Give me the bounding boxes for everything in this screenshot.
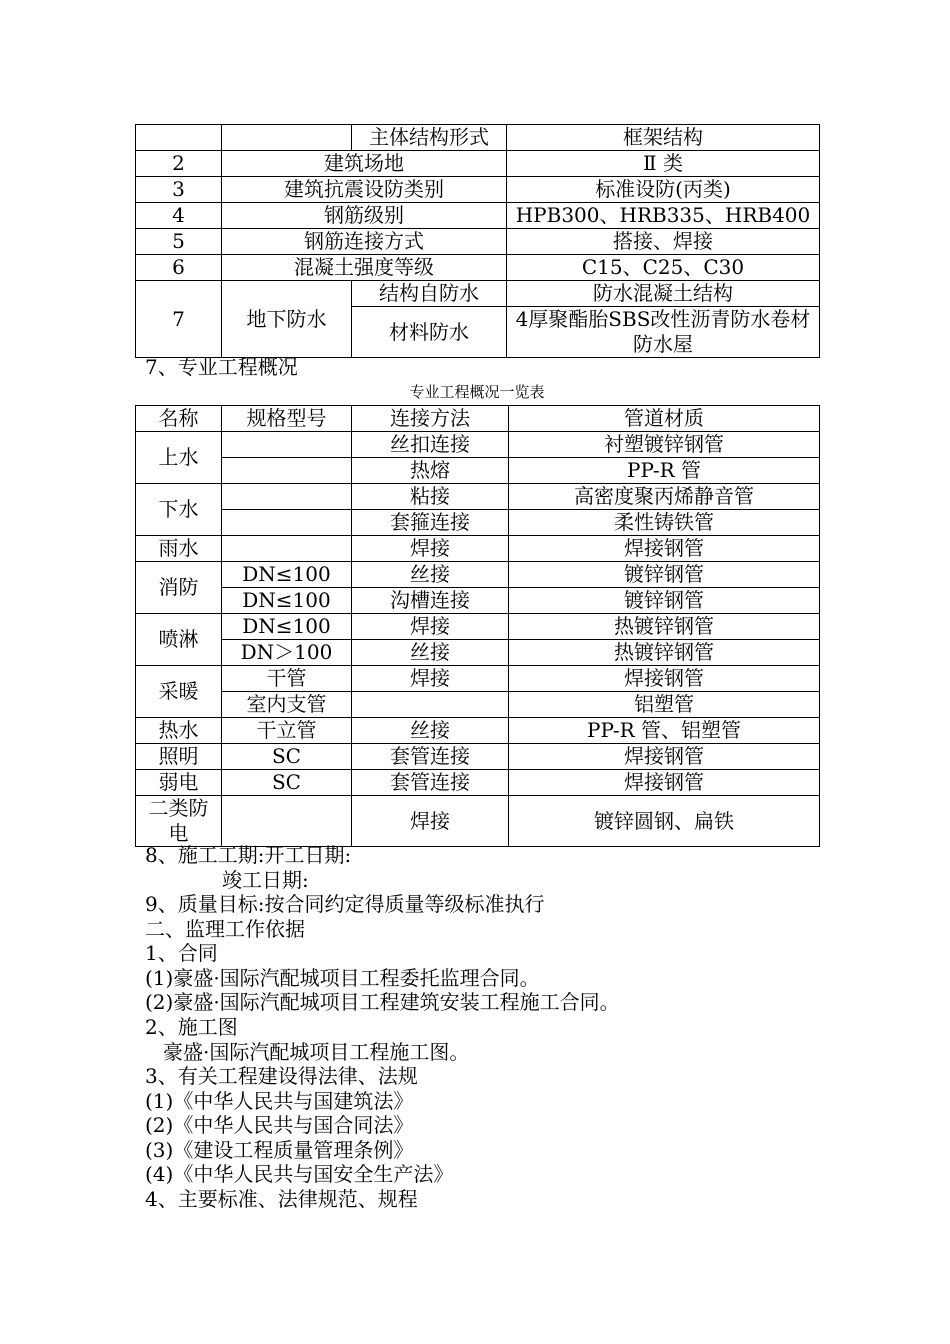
table-cell: 4厚聚酯胎SBS改性沥青防水卷材防水屋 [507, 307, 820, 358]
table-cell: 框架结构 [507, 125, 820, 151]
table-row [136, 484, 820, 510]
table-cell [222, 432, 352, 458]
table-cell: 柔性铸铁管 [509, 510, 820, 536]
body-line: 3、有关工程建设得法律、法规 [145, 1064, 418, 1088]
body-line: 豪盛·国际汽配城项目工程施工图。 [163, 1040, 470, 1064]
table-cell: 搭接、焊接 [507, 229, 820, 255]
body-line: (1)《中华人民共与国建筑法》 [145, 1089, 414, 1113]
table-row [136, 281, 820, 307]
table-cell: 材料防水 [352, 307, 507, 358]
table-cell [222, 484, 352, 510]
table-cell: 雨水 [136, 536, 222, 562]
table-cell: 丝接 [352, 640, 509, 666]
table-cell: PP-R 管 [509, 458, 820, 484]
table-cell: 焊接钢管 [509, 770, 820, 796]
table-cell: 焊接 [352, 666, 509, 692]
table-cell: 丝接 [352, 562, 509, 588]
table-cell [352, 692, 509, 718]
table-cell: 5 [136, 229, 222, 255]
table-row [136, 510, 820, 536]
table-header-row [136, 406, 820, 432]
table-cell: 干管 [222, 666, 352, 692]
body-line: 9、质量目标:按合同约定得质量等级标准执行 [145, 892, 545, 916]
table-cell: 衬塑镀锌钢管 [509, 432, 820, 458]
table-cell: 套管连接 [352, 744, 509, 770]
table-cell: 防水混凝土结构 [507, 281, 820, 307]
table-cell: 焊接钢管 [509, 744, 820, 770]
table-row [136, 588, 820, 614]
table-cell: 钢筋级别 [222, 203, 507, 229]
table-cell [222, 536, 352, 562]
table-cell: 消防 [136, 562, 222, 614]
table-cell: 套管连接 [352, 770, 509, 796]
table-cell: 丝扣连接 [352, 432, 509, 458]
table-cell: 套箍连接 [352, 510, 509, 536]
table-row [136, 229, 820, 255]
table-cell: 粘接 [352, 484, 509, 510]
table-cell: 建筑抗震设防类别 [222, 177, 507, 203]
table-cell: 二类防电 [136, 796, 222, 847]
body-line: (4)《中华人民共与国安全生产法》 [145, 1162, 454, 1186]
table-cell: 钢筋连接方式 [222, 229, 507, 255]
table-cell: DN＞100 [222, 640, 352, 666]
body-line: (2)《中华人民共与国合同法》 [145, 1113, 414, 1137]
table-cell: 镀锌钢管 [509, 562, 820, 588]
table-cell: HPB300、HRB335、HRB400 [507, 203, 820, 229]
table-row [136, 255, 820, 281]
body-line: 4、主要标准、法律规范、规程 [145, 1187, 418, 1211]
table-cell: 3 [136, 177, 222, 203]
table-cell: 干立管 [222, 718, 352, 744]
table-row [136, 536, 820, 562]
table-row [136, 796, 820, 847]
table-cell: 主体结构形式 [352, 125, 507, 151]
table-cell: 7 [136, 281, 222, 358]
table-cell: 焊接钢管 [509, 666, 820, 692]
table-cell: 2 [136, 151, 222, 177]
table-cell: DN≤100 [222, 588, 352, 614]
table-cell: 铝塑管 [509, 692, 820, 718]
table-cell: 室内支管 [222, 692, 352, 718]
body-line: 1、合同 [145, 941, 218, 965]
table-cell: 镀锌钢管 [509, 588, 820, 614]
column-header: 名称 [136, 406, 222, 432]
table-row [136, 432, 820, 458]
table-cell [222, 796, 352, 847]
table-cell: 热水 [136, 718, 222, 744]
table-row [136, 718, 820, 744]
table-cell: 弱电 [136, 770, 222, 796]
table-cell [136, 125, 222, 151]
table-cell: 建筑场地 [222, 151, 507, 177]
table-cell: 丝接 [352, 718, 509, 744]
table-cell [222, 458, 352, 484]
body-line: 竣工日期: [222, 868, 309, 892]
table-row [136, 177, 820, 203]
column-header: 连接方法 [352, 406, 509, 432]
table-cell: 焊接钢管 [509, 536, 820, 562]
table-row [136, 770, 820, 796]
table-row [136, 458, 820, 484]
body-line: (1)豪盛·国际汽配城项目工程委托监理合同。 [145, 966, 540, 990]
table-row [136, 692, 820, 718]
table-cell: DN≤100 [222, 562, 352, 588]
table-cell: PP-R 管、铝塑管 [509, 718, 820, 744]
table-row [136, 640, 820, 666]
table-cell: 上水 [136, 432, 222, 484]
table-cell: 混凝土强度等级 [222, 255, 507, 281]
table-cell: 6 [136, 255, 222, 281]
column-header: 管道材质 [509, 406, 820, 432]
structure-table [135, 124, 820, 358]
table-cell: 4 [136, 203, 222, 229]
table-cell: 热镀锌钢管 [509, 614, 820, 640]
body-line: 2、施工图 [145, 1015, 238, 1039]
table-cell: Ⅱ 类 [507, 151, 820, 177]
section-heading: 二、监理工作依据 [145, 917, 305, 941]
table-cell: DN≤100 [222, 614, 352, 640]
column-header: 规格型号 [222, 406, 352, 432]
table-cell: 高密度聚丙烯静音管 [509, 484, 820, 510]
table-cell: 采暖 [136, 666, 222, 718]
specialty-table [135, 405, 820, 847]
table-cell: SC [222, 744, 352, 770]
table-row [136, 744, 820, 770]
table-row [136, 614, 820, 640]
table-cell: 地下防水 [222, 281, 352, 358]
body-line: 8、施工工期:开工日期: [145, 843, 352, 867]
section-heading: 7、专业工程概况 [145, 355, 298, 379]
table-cell: 沟槽连接 [352, 588, 509, 614]
table-cell [222, 510, 352, 536]
table-cell [222, 125, 352, 151]
table-row [136, 125, 820, 151]
table-row [136, 562, 820, 588]
table-cell: 标准设防(丙类) [507, 177, 820, 203]
table-cell: 结构自防水 [352, 281, 507, 307]
table-cell: 镀锌圆钢、扁铁 [509, 796, 820, 847]
table-cell: 下水 [136, 484, 222, 536]
table-cell: 焊接 [352, 796, 509, 847]
body-line: (2)豪盛·国际汽配城项目工程建筑安装工程施工合同。 [145, 990, 620, 1014]
table-cell: 热镀锌钢管 [509, 640, 820, 666]
table-row [136, 666, 820, 692]
table-cell: 焊接 [352, 536, 509, 562]
table-cell: 焊接 [352, 614, 509, 640]
table-cell: 照明 [136, 744, 222, 770]
table-cell: SC [222, 770, 352, 796]
table-row [136, 151, 820, 177]
table-cell: C15、C25、C30 [507, 255, 820, 281]
table-caption: 专业工程概况一览表 [409, 383, 545, 401]
table-cell: 喷淋 [136, 614, 222, 666]
body-line: (3)《建设工程质量管理条例》 [145, 1138, 414, 1162]
table-row [136, 203, 820, 229]
table-cell: 热熔 [352, 458, 509, 484]
